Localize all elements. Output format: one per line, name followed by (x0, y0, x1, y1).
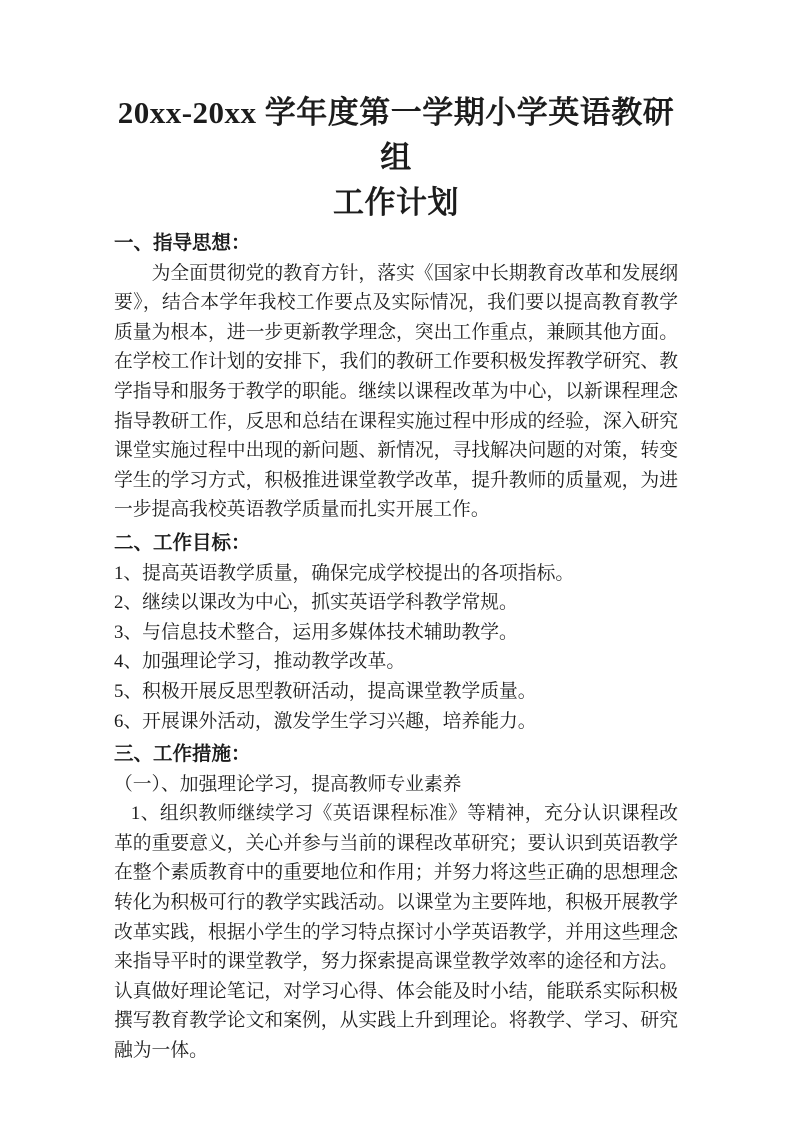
paragraph-guiding-ideology: 为全面贯彻党的教育方针，落实《国家中长期教育改革和发展纲要》，结合本学年我校工作要点及实际情况，我们要以提高教育教学质量为根本，进一步更新教学理念，突出工作重点，兼顾其他方面。在学校工作计划的安排下，我们的教研工作要积极发挥教学研究、教学指导和服务于教学的职能。继续以课程改革为中心，以新课程理念指导教研工作，反思和总结在课程实施过程中形成的经验，深入研究课堂实施过程中出现的新问题、新情况，寻找解决问题的对策，转变学生的学习方式，积极推进课堂教学改革，提升教师的质量观，为进一步提高我校英语教学质量而扎实开展工作。 (114, 262, 678, 521)
heading-work-measures: 三、工作措施： (114, 744, 251, 766)
document-title (114, 90, 678, 225)
paragraph-measures-1: 1、组织教师继续学习《英语课程标准》等精神，充分认识课程改革的重要意义，关心并参与当前的课程改革研究；要认识到英语教学在整个素质教育中的重要地位和作用；并努力将这些正确的思想理念转化为积极可行的教学实践活动。以课堂为主要阵地，积极开展教学改革实践，根据小学生的学习特点探讨小学英语教学，并用这些理念来指导平时的课堂教学，努力探索提高课堂教学效率的途径和方法。认真做好理论笔记，对学习心得、体会能及时小结，能联系实际积极撰写教育教学论文和案例，从实践上升到理论。将教学、学习、研究融为一体。 (114, 803, 678, 1062)
title-line-2: 工作计划 (333, 185, 459, 220)
subheading-strengthen-theory-study: （一）、加强理论学习，提高教师专业素养 (114, 773, 462, 795)
heading-guiding-ideology: 一、指导思想： (114, 233, 251, 254)
goal-item-5: 5、积极开展反思型教研活动，提高课堂教学质量。 (114, 680, 537, 702)
title-line-1: 20xx-20xx 学年度第一学期小学英语教研组 (117, 95, 675, 175)
goal-item-6: 6、开展课外活动，激发学生学习兴趣，培养能力。 (114, 710, 537, 732)
goal-item-4: 4、加强理论学习，推动教学改革。 (114, 651, 406, 673)
goal-item-1: 1、提高英语教学质量，确保完成学校提出的各项指标。 (114, 562, 575, 584)
goal-item-3: 3、与信息技术整合，运用多媒体技术辅助教学。 (114, 621, 518, 643)
goal-item-2: 2、继续以课改为中心，抓实英语学科教学常规。 (114, 592, 518, 614)
heading-work-goals: 二、工作目标： (114, 532, 251, 554)
document-content (114, 0, 678, 1066)
